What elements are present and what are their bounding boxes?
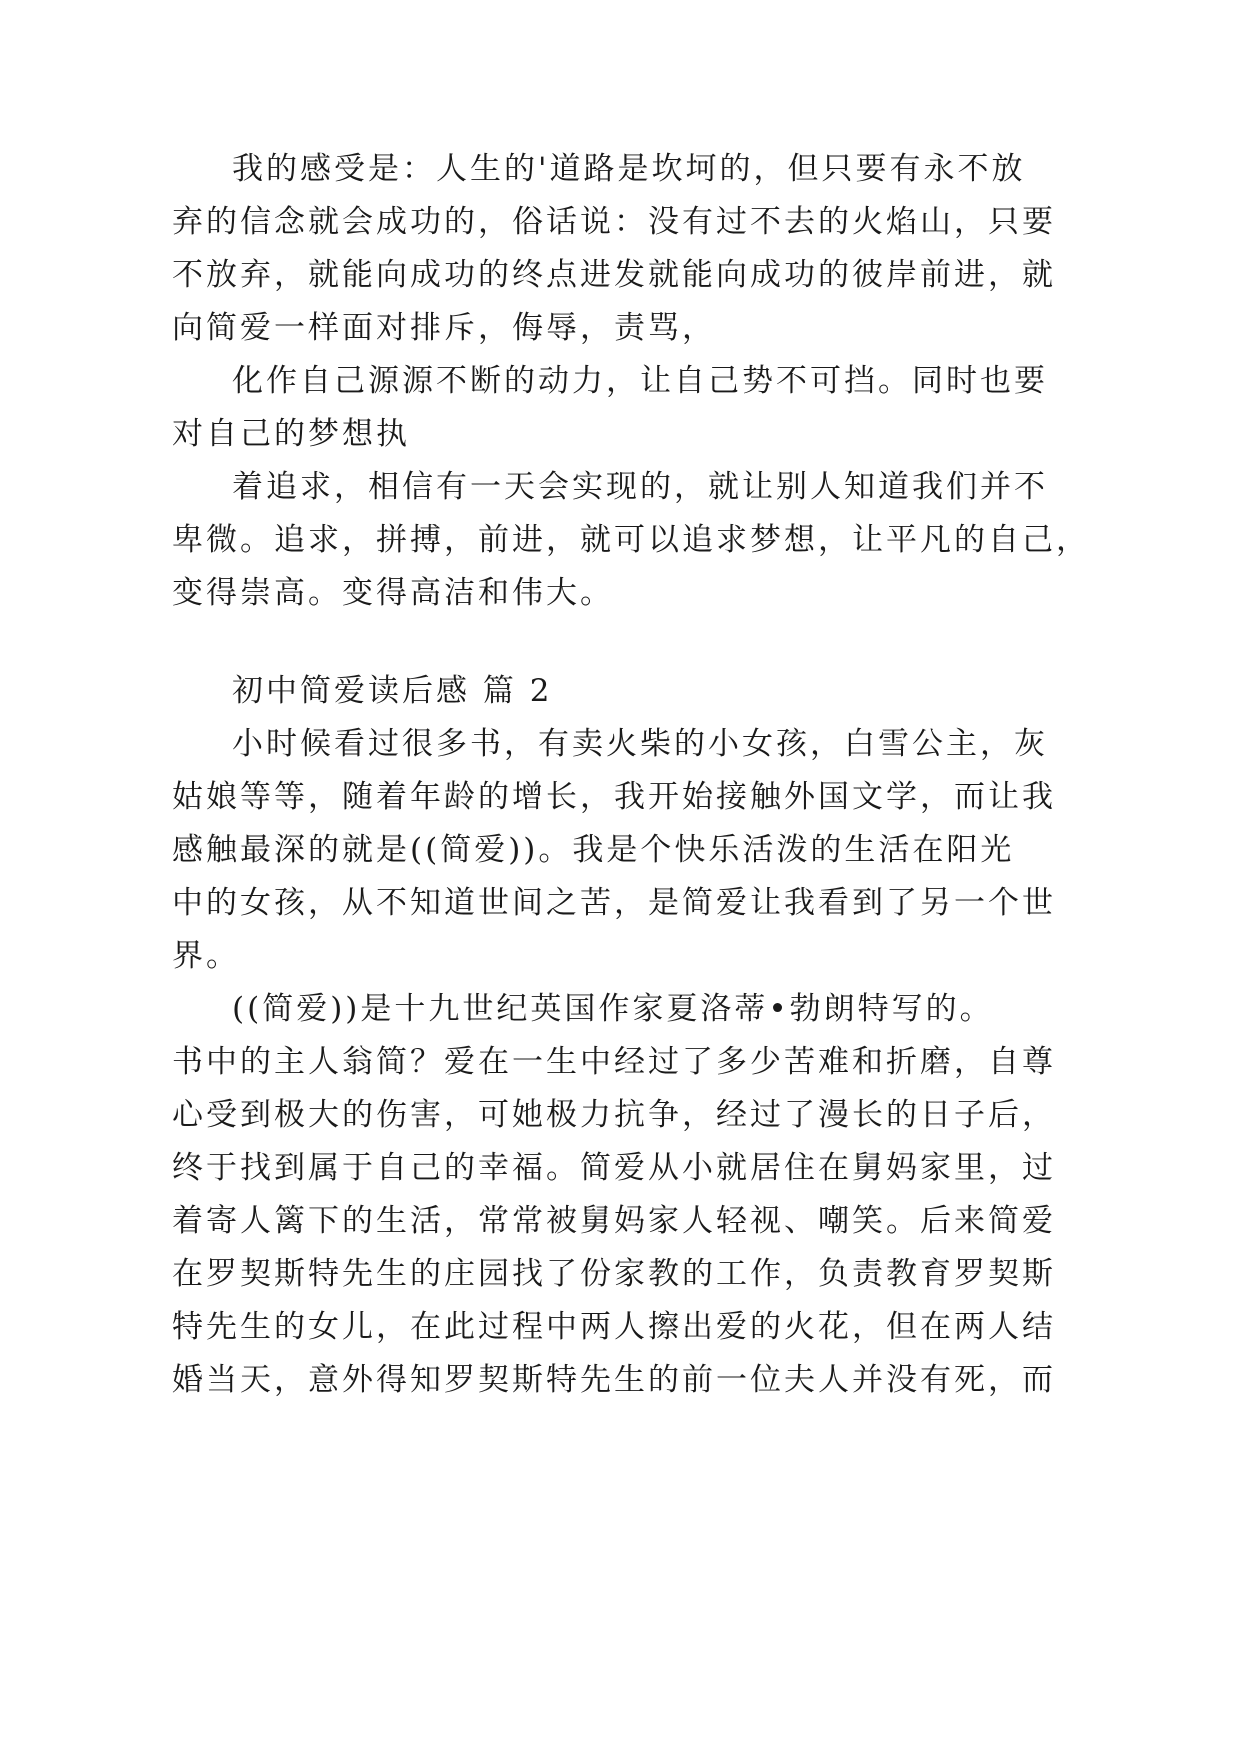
paragraph-line: 着追求，相信有一天会实现的，就让别人知道我们并不 [232,469,1048,505]
paragraph-line: 变得崇高。变得高洁和伟大。 [172,575,614,611]
paragraph-line: 感触最深的就是((简爱))。我是个快乐活泼的生活在阳光 [172,832,1015,868]
paragraph-line: 对自己的梦想执 [172,416,410,452]
paragraph-line: 化作自己源源不断的动力，让自己势不可挡。同时也要 [232,363,1048,399]
paragraph-line: 在罗契斯特先生的庄园找了份家教的工作，负责教育罗契斯 [172,1256,1056,1292]
paragraph-line: 卑微。追求，拼搏，前进，就可以追求梦想，让平凡的自己， [172,522,1090,558]
paragraph-line: 向简爱一样面对排斥，侮辱，责骂， [172,310,716,346]
paragraph-line: ((简爱))是十九世纪英国作家夏洛蒂•勃朗特写的。 [232,991,994,1027]
paragraph-line: 婚当天，意外得知罗契斯特先生的前一位夫人并没有死，而 [172,1362,1056,1398]
paragraph-line: 中的女孩，从不知道世间之苦，是简爱让我看到了另一个世 [172,885,1056,921]
paragraph-line: 着寄人篱下的生活，常常被舅妈家人轻视、嘲笑。后来简爱 [172,1203,1056,1239]
paragraph-line: 特先生的女儿，在此过程中两人擦出爱的火花，但在两人结 [172,1309,1056,1345]
paragraph-line: 心受到极大的伤害，可她极力抗争，经过了漫长的日子后， [172,1097,1056,1133]
paragraph-line: 界。 [172,938,240,974]
paragraph-line: 弃的信念就会成功的，俗话说：没有过不去的火焰山，只要 [172,204,1056,240]
paragraph-line: 书中的主人翁简？爱在一生中经过了多少苦难和折磨，自尊 [172,1044,1056,1080]
paragraph-line: 我的感受是：人生的'道路是坎坷的，但只要有永不放 [232,151,1026,187]
paragraph-line: 不放弃，就能向成功的终点进发就能向成功的彼岸前进，就 [172,257,1056,293]
paragraph-line: 终于找到属于自己的幸福。简爱从小就居住在舅妈家里，过 [172,1150,1056,1186]
paragraph-line: 姑娘等等，随着年龄的增长，我开始接触外国文学，而让我 [172,779,1056,815]
paragraph-line: 小时候看过很多书，有卖火柴的小女孩，白雪公主，灰 [232,726,1048,762]
section-heading: 初中简爱读后感 篇 2 [232,673,553,709]
